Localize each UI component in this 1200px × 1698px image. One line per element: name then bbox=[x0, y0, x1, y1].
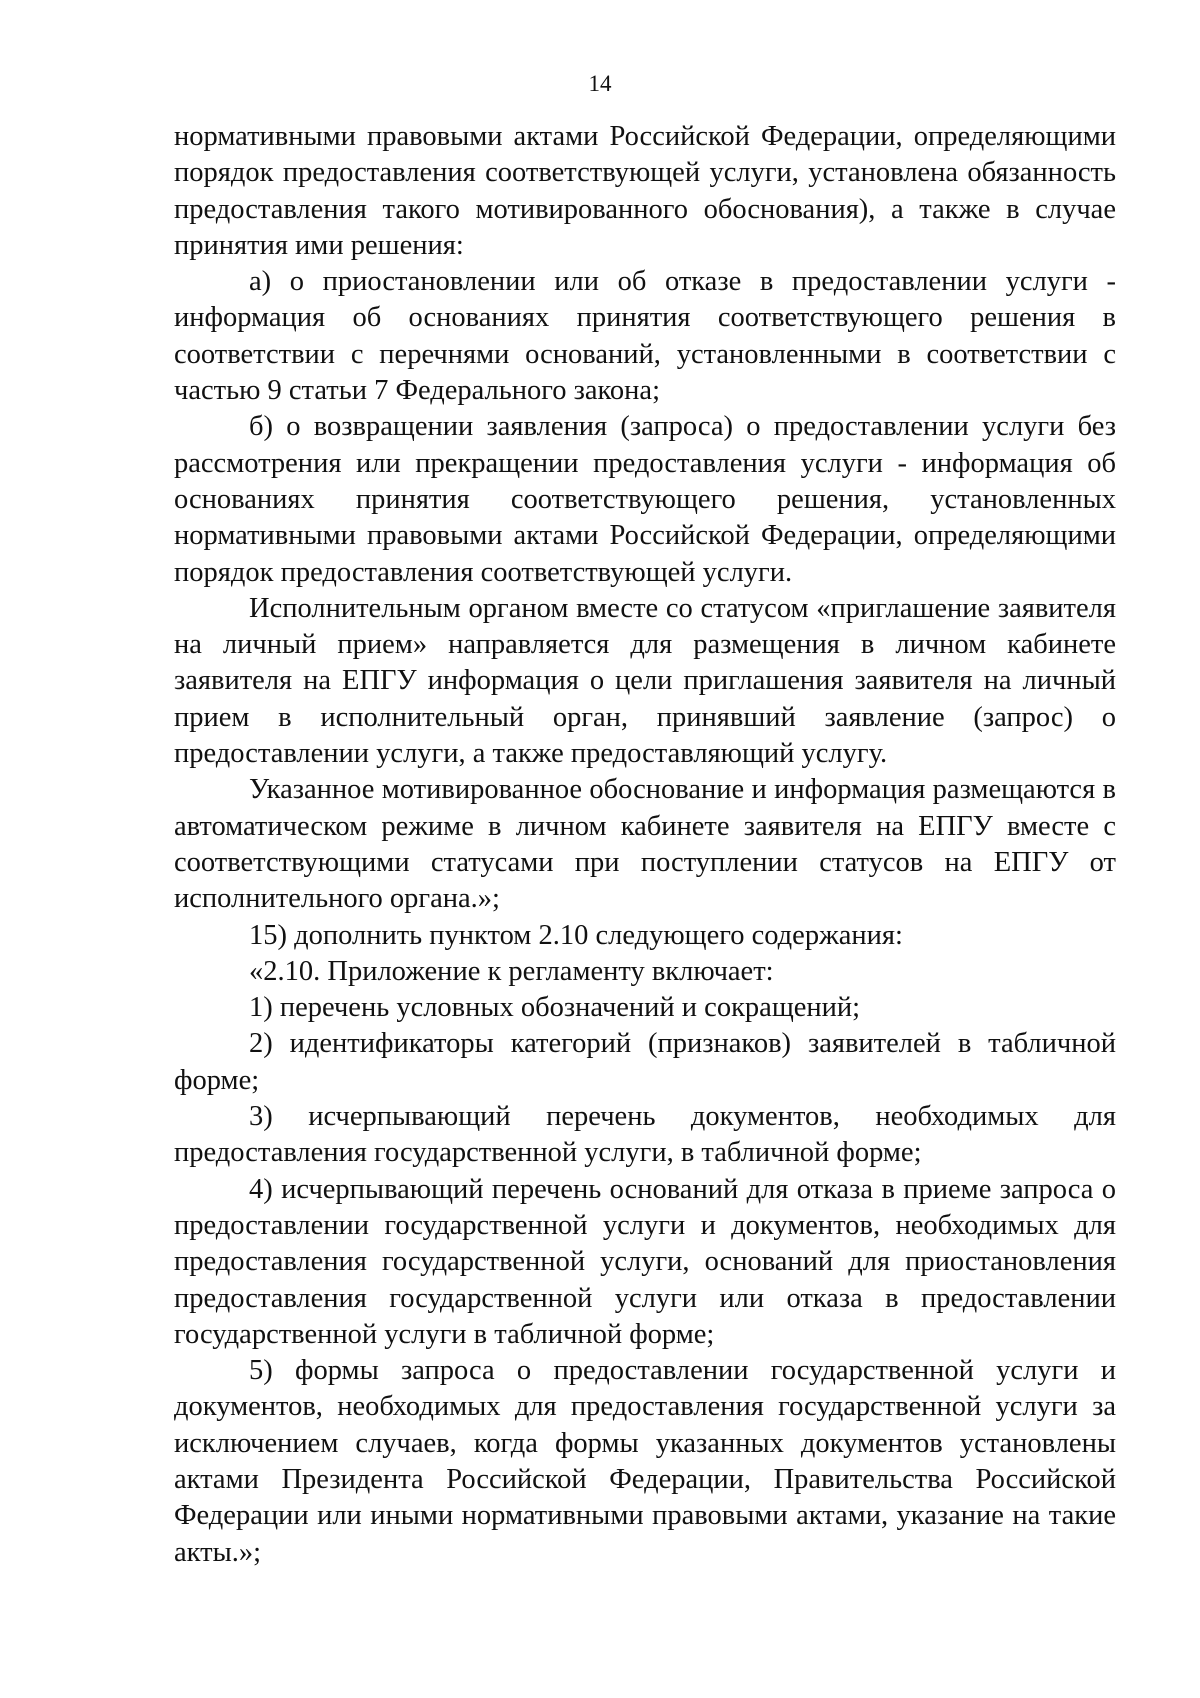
paragraph: Указанное мотивированное обоснование и информация размещаются в автоматическом режиме в личном кабинете заявителя на ЕПГУ вместе с соответствующими статусами при поступлении статусов на ЕПГУ от исполнительного органа.»; bbox=[174, 774, 1116, 915]
paragraph: «2.10. Приложение к регламенту включает: bbox=[249, 955, 774, 987]
document-body bbox=[174, 119, 1116, 1571]
paragraph: 5) формы запроса о предоставлении государственной услуги и документов, необходимых для предоставления государственной услуги за исключением случаев, когда формы указанных документов установлены актами Президента Российской Федерации, Правительства Российской Федерации или иными нормативными правовыми актами, указание на такие акты.»; bbox=[174, 1355, 1116, 1568]
paragraph: 15) дополнить пунктом 2.10 следующего содержания: bbox=[249, 919, 903, 951]
paragraph: 3) исчерпывающий перечень документов, необходимых для предоставления государственной услуги, в табличной форме; bbox=[174, 1101, 1116, 1169]
page-number: 14 bbox=[588, 71, 612, 96]
paragraph: 1) перечень условных обозначений и сокращений; bbox=[249, 992, 861, 1024]
paragraph: 2) идентификаторы категорий (признаков) заявителей в табличной форме; bbox=[174, 1028, 1116, 1096]
paragraph: Исполнительным органом вместе со статусом «приглашение заявителя на личный прием» направляется для размещения в личном кабинете заявителя на ЕПГУ информация о цели приглашения заявителя на личный прием в исполнительный орган, принявший заявление (запрос) о предоставлении услуги, а также предоставляющий услугу. bbox=[174, 592, 1116, 770]
paragraph: нормативными правовыми актами Российской Федерации, определяющими порядок предоставления соответствующей услуги, установлена обязанность предоставления такого мотивированного обоснования), а также в случае принятия ими решения: bbox=[174, 121, 1116, 261]
paragraph: 4) исчерпывающий перечень оснований для отказа в приеме запроса о предоставлении государственной услуги и документов, необходимых для предоставления государственной услуги, оснований для приостановления предоставления государственной услуги или отказа в предоставлении государственной услуги в табличной форме; bbox=[174, 1173, 1116, 1350]
paragraph: а) о приостановлении или об отказе в предоставлении услуги - информация об основаниях принятия соответствующего решения в соответствии с перечнями оснований, установленными в соответствии с частью 9 статьи 7 Федерального закона; bbox=[174, 266, 1116, 407]
paragraph: б) о возвращении заявления (запроса) о предоставлении услуги без рассмотрения или прекращении предоставления услуги - информация об основаниях принятия соответствующего решения, установленных нормативными правовыми актами Российской Федерации, определяющими порядок предоставления соответствующей услуги. bbox=[174, 411, 1116, 588]
